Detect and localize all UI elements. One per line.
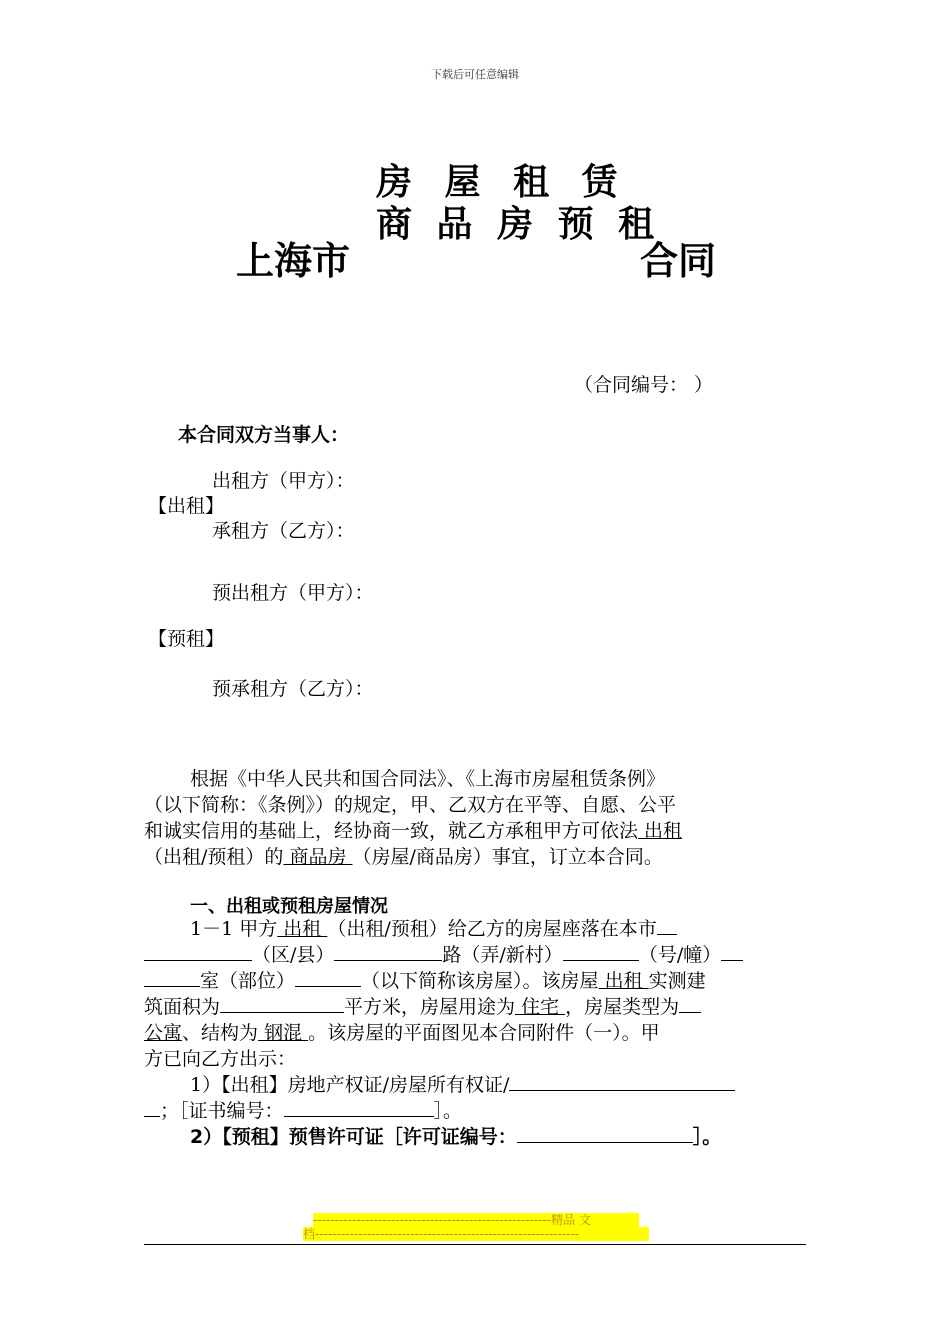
clause-1-1-text: （出租/预租）给乙方的房屋座落在本市: [327, 918, 657, 940]
preamble-line-3-text: 和诚实信用的基础上，经协商一致，就乙方承租甲方可依法: [144, 820, 639, 842]
title-line-1: 房 屋 租 赁: [376, 162, 628, 203]
preamble-line-4-text: （出租/预租）的: [144, 846, 284, 868]
section-1-heading: 一、出租或预租房屋情况: [190, 896, 388, 917]
district-label: （区/县）: [252, 944, 335, 966]
footer-line-1: -------------------------------------------------------精品 文: [313, 1213, 639, 1227]
road-blank[interactable]: [334, 942, 442, 961]
preamble-line-2: （以下简称：《条例》）的规定，甲、乙双方在平等、自愿、公平: [144, 794, 677, 816]
contract-number: （合同编号： ）: [574, 374, 714, 396]
house-type-blank[interactable]: [679, 994, 701, 1013]
footer-line-2: 档-------------------------------------------------------------: [303, 1227, 649, 1241]
property-type-value: 商品房: [283, 846, 353, 868]
lessee-label: 承租方（乙方）：: [212, 520, 355, 542]
item-1-text: 1）【出租】房地产权证/房屋所有权证/: [190, 1074, 510, 1096]
number-blank[interactable]: [563, 942, 639, 961]
room-blank[interactable]: [144, 968, 200, 987]
area-label-start: 实测建: [648, 970, 706, 992]
clause-1-1-line-6: 方已向乙方出示：: [144, 1048, 297, 1070]
usage-value: 住宅: [515, 996, 566, 1018]
lease-type-value: 出租: [638, 820, 683, 842]
item-2-end: ］。: [692, 1126, 722, 1148]
clause-1-1-number: 1－1 甲方: [190, 918, 278, 940]
clause-lease-type: 出租: [277, 918, 328, 940]
preamble-line-1: 根据《中华人民共和国合同法》、《上海市房屋租赁条例》: [190, 768, 666, 790]
clause-1-1-line-5: [144, 1020, 660, 1046]
area-blank[interactable]: [220, 994, 344, 1013]
title-line-2: 商 品 房 预 租: [376, 204, 661, 245]
certificate-number-end: ］。: [433, 1100, 463, 1122]
clause-1-1-line-1: [190, 916, 677, 942]
pre-lessee-label: 预承租方（乙方）：: [212, 678, 374, 700]
certificate-blank[interactable]: [509, 1072, 735, 1091]
preamble-line-3: [144, 818, 682, 844]
preamble-line-4: [144, 844, 663, 870]
usage-label: 平方米，房屋用途为: [344, 996, 516, 1018]
header-note: 下载后可任意编辑: [431, 68, 519, 81]
certificate-blank-end[interactable]: [144, 1098, 160, 1117]
permit-number-blank[interactable]: [517, 1124, 693, 1143]
number-label: （号/幢）: [638, 944, 722, 966]
pre-lessor-label: 预出租方（甲方）：: [212, 582, 374, 604]
road-label: 路（弄/新村）: [442, 944, 563, 966]
clause-1-1-house: （以下简称该房屋）。该房屋: [361, 970, 599, 992]
clause-1-1-line-2: [144, 942, 743, 968]
house-type-value: 公寓: [144, 1022, 183, 1044]
clause-lease-type-2: 出租: [598, 970, 649, 992]
certificate-number-blank[interactable]: [284, 1098, 434, 1117]
lessor-label: 出租方（甲方）：: [212, 470, 355, 492]
area-label: 筑面积为: [144, 996, 221, 1018]
rent-tag: 【出租】: [148, 495, 225, 517]
parties-heading: 本合同双方当事人：: [178, 424, 350, 446]
footer-divider: [144, 1244, 806, 1245]
title-suffix: 合同: [640, 239, 717, 283]
clause-1-1-line-3: [144, 968, 706, 994]
part-blank[interactable]: [295, 968, 361, 987]
preamble-line-4-end: （房屋/商品房）事宜，订立本合同。: [352, 846, 663, 868]
district-blank[interactable]: [144, 942, 252, 961]
title-city: 上海市: [236, 239, 351, 283]
item-1-line-2: [144, 1098, 462, 1124]
certificate-number-label: ；［证书编号：: [160, 1100, 284, 1122]
room-label: 室（部位）: [200, 970, 296, 992]
item-2-line: [190, 1124, 721, 1150]
item-1-line-1: [190, 1072, 735, 1098]
structure-label: 、结构为: [182, 1022, 259, 1044]
structure-value: 钢混: [258, 1022, 309, 1044]
room-blank-start[interactable]: [721, 942, 743, 961]
district-blank-start[interactable]: [657, 916, 677, 935]
item-2-text: 2）【预租】预售许可证［许可证编号：: [190, 1126, 517, 1148]
pre-tag: 【预租】: [148, 628, 225, 650]
clause-1-1-line-4: [144, 994, 701, 1020]
floorplan-text: 。该房屋的平面图见本合同附件（一）。甲: [308, 1022, 660, 1044]
house-type-label: ，房屋类型为: [565, 996, 680, 1018]
